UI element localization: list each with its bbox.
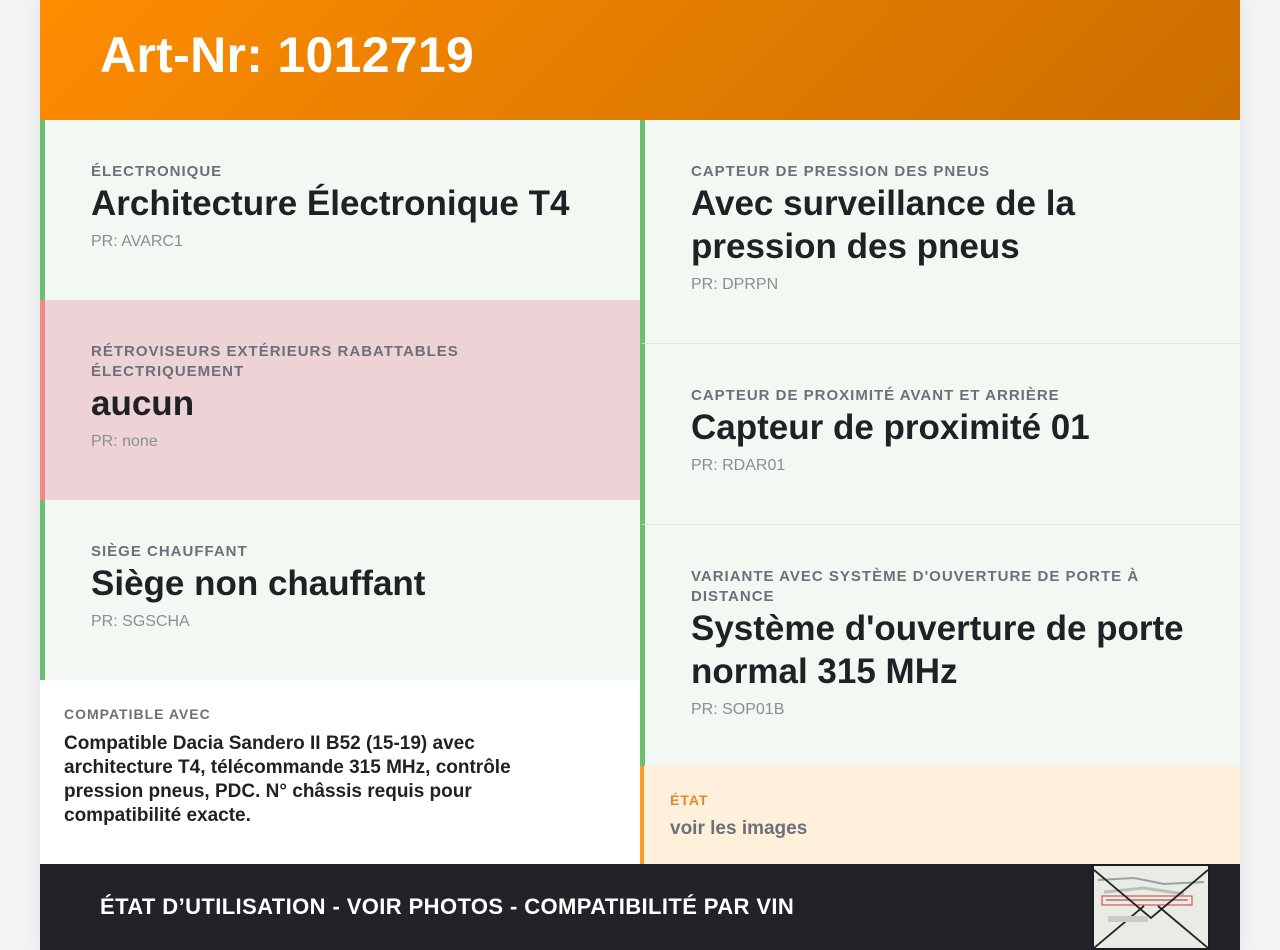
option-card-mirrors [40, 300, 640, 500]
condition-text: voir les images [670, 818, 808, 839]
page [40, 0, 1240, 950]
header [40, 0, 1240, 120]
vin-label-thumbnail-icon [1094, 866, 1208, 948]
option-pr-code: PR: none [91, 433, 158, 450]
option-card-tire-pressure [640, 120, 1240, 343]
left-column [40, 120, 640, 864]
compatibility-label: COMPATIBLE AVEC [64, 706, 211, 722]
option-label: ÉLECTRONIQUE [91, 163, 223, 180]
option-value: aucun [91, 384, 195, 423]
condition-label: ÉTAT [670, 792, 709, 808]
compatibility-section [40, 680, 640, 864]
condition-section [640, 766, 1240, 864]
option-pr-code: PR: SOP01B [691, 701, 785, 718]
option-card-heated-seat [40, 500, 640, 680]
option-label: SIÈGE CHAUFFANT [91, 543, 248, 560]
footer-bar [40, 864, 1240, 950]
footer-text: ÉTAT D’UTILISATION - VOIR PHOTOS - COMPATIBILITÉ PAR VIN [100, 894, 795, 919]
option-value: Système d'ouverture de porte normal 315 MHz [691, 609, 1184, 691]
option-value: Capteur de proximité 01 [691, 408, 1090, 447]
option-card-remote-door [640, 524, 1240, 766]
page-title: Art-Nr: 1012719 [100, 27, 475, 83]
compatibility-text: Compatible Dacia Sandero II B52 (15-19) avec architecture T4, télécommande 315 MHz, contrôle pression pneus, PDC. N° châssis requis pour compatibilité exacte. [64, 733, 511, 826]
vin-label-photo-thumbnail[interactable] [1092, 864, 1210, 950]
right-column [640, 120, 1240, 864]
option-card-electronics [40, 120, 640, 300]
option-pr-code: PR: RDAR01 [691, 457, 786, 474]
option-label: VARIANTE AVEC SYSTÈME D'OUVERTURE DE PORTE À DISTANCE [691, 568, 1140, 605]
option-label: CAPTEUR DE PRESSION DES PNEUS [691, 163, 991, 180]
option-value: Avec surveillance de la pression des pneus [691, 184, 1075, 266]
option-pr-code: PR: SGSCHA [91, 613, 190, 630]
option-pr-code: PR: DPRPN [691, 276, 779, 293]
option-label: CAPTEUR DE PROXIMITÉ AVANT ET ARRIÈRE [691, 387, 1060, 404]
option-value: Architecture Électronique T4 [91, 184, 570, 223]
option-label: RÉTROVISEURS EXTÉRIEURS RABATTABLES ÉLECTRIQUEMENT [91, 343, 459, 380]
option-pr-code: PR: AVARC1 [91, 233, 183, 250]
option-card-proximity-sensor [640, 343, 1240, 524]
option-value: Siège non chauffant [91, 564, 426, 603]
